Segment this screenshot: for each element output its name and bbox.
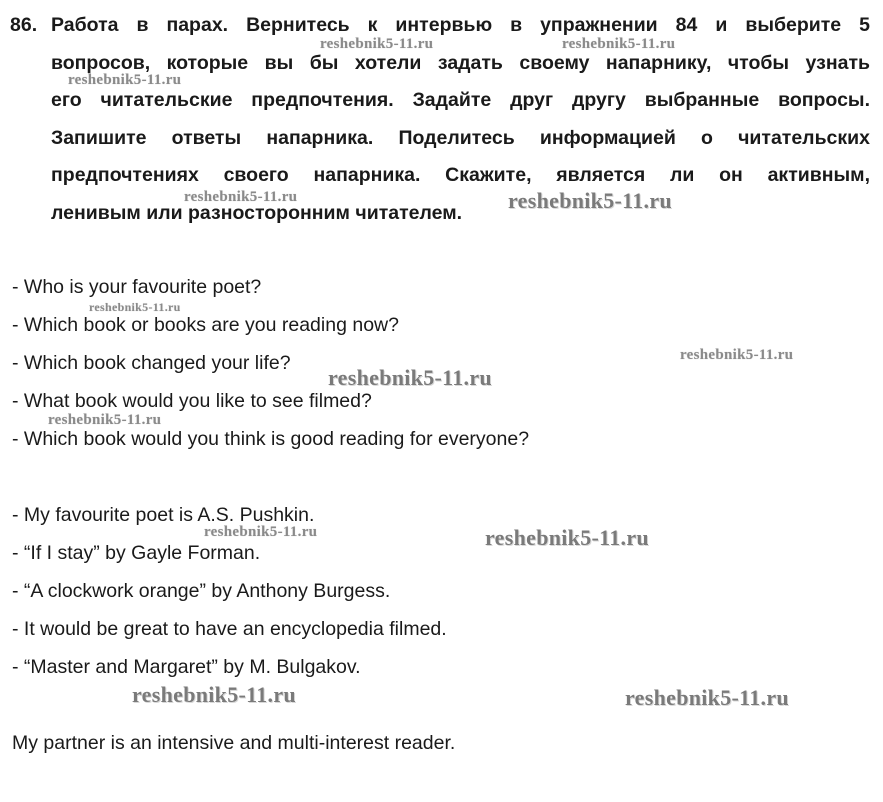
question-item: - Which book changed your life? (12, 352, 291, 374)
task-line: вопросов, которые вы бы хотели задать своему напарнику, чтобы узнать (51, 51, 870, 74)
question-item: - Who is your favourite poet? (12, 276, 262, 298)
watermark: reshebnik5-11.ru (328, 365, 492, 390)
watermark: reshebnik5-11.ru (68, 72, 182, 88)
task-line: Запишите ответы напарника. Поделитесь информацией о читательских (51, 126, 870, 149)
conclusion-text: My partner is an intensive and multi-interest reader. (12, 732, 456, 754)
answer-item: - “Master and Margaret” by M. Bulgakov. (12, 656, 361, 678)
task-line: предпочтениях своего напарника. Скажите, является ли он активным, (51, 164, 870, 186)
task-line: Работа в парах. Вернитесь к интервью в упражнении 84 и выберите 5 (51, 14, 870, 36)
questions-list (12, 268, 529, 458)
watermark: reshebnik5-11.ru (625, 685, 789, 710)
watermark: reshebnik5-11.ru (562, 36, 676, 52)
task-line: его читательские предпочтения. Задайте друг другу выбранные вопросы. (51, 89, 870, 111)
watermark: reshebnik5-11.ru (680, 347, 794, 363)
watermark: reshebnik5-11.ru (89, 300, 181, 314)
watermark: reshebnik5-11.ru (184, 189, 298, 205)
question-item: - Which book or books are you reading now? (12, 314, 399, 336)
question-item: - What book would you like to see filmed? (12, 390, 372, 412)
watermark: reshebnik5-11.ru (48, 412, 162, 428)
watermark: reshebnik5-11.ru (320, 36, 434, 52)
watermark: reshebnik5-11.ru (132, 682, 296, 707)
question-item: - Which book would you think is good reading for everyone? (12, 428, 530, 450)
watermark: reshebnik5-11.ru (485, 525, 649, 550)
watermark: reshebnik5-11.ru (508, 188, 672, 213)
answer-item: - My favourite poet is A.S. Pushkin. (12, 504, 315, 526)
exercise-task (10, 7, 870, 232)
watermark: reshebnik5-11.ru (204, 524, 318, 540)
answer-item: - “A clockwork orange” by Anthony Burgess. (12, 580, 391, 602)
exercise-number: 86. (10, 14, 38, 36)
answer-item: - It would be great to have an encyclopedia filmed. (12, 618, 447, 640)
task-line: ленивым или разносторонним читателем. (51, 201, 463, 224)
answer-item: - “If I stay” by Gayle Forman. (12, 542, 261, 564)
